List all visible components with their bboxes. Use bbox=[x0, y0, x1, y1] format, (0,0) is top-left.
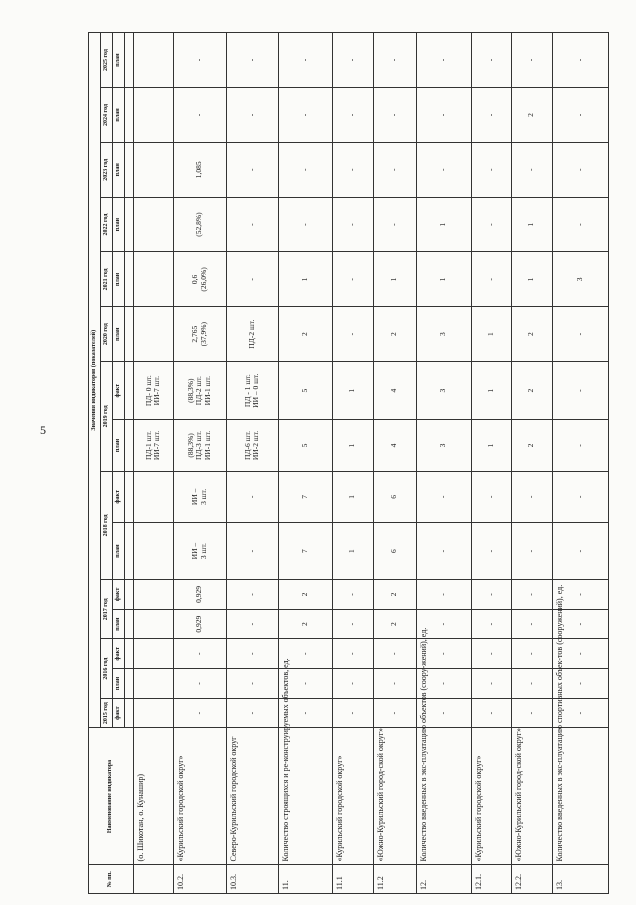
header-spacer-cell bbox=[124, 609, 133, 639]
value-cell: - bbox=[278, 639, 332, 669]
value-cell: - bbox=[552, 471, 608, 522]
value-cell: - bbox=[511, 669, 552, 699]
value-cell: - bbox=[511, 523, 552, 580]
value-cell: - bbox=[332, 307, 373, 362]
value-cell: - bbox=[226, 252, 278, 307]
indicator-name: «Южно-Курильский город-ской округ» bbox=[373, 728, 416, 865]
value-cell: - bbox=[173, 88, 226, 143]
value-cell: - bbox=[226, 33, 278, 88]
value-cell: 4 bbox=[373, 362, 416, 420]
indicator-name: «Южно-Курильский город-ской округ» bbox=[511, 728, 552, 865]
value-cell: - bbox=[416, 523, 471, 580]
value-cell: - bbox=[278, 698, 332, 728]
value-cell: - bbox=[511, 609, 552, 639]
value-cell: - bbox=[416, 669, 471, 699]
value-cell: - bbox=[278, 669, 332, 699]
row-number: 11.1 bbox=[332, 865, 373, 894]
row-number: 12.2. bbox=[511, 865, 552, 894]
value-cell: - bbox=[173, 639, 226, 669]
header-year: 2023 год bbox=[100, 142, 112, 197]
header-year: 2018 год bbox=[100, 471, 112, 579]
header-year: 2025 год bbox=[100, 33, 112, 88]
header-spacer-cell bbox=[124, 420, 133, 471]
indicator-name: «Курильский городской округ» bbox=[173, 728, 226, 865]
value-cell: 6 bbox=[373, 523, 416, 580]
value-cell: 5 bbox=[278, 420, 332, 471]
value-cell: (88,3%) ПД-2 шт. ИИ-1 шт. bbox=[173, 362, 226, 420]
header-year: 2022 год bbox=[100, 197, 112, 252]
header-num: № пп. bbox=[89, 865, 134, 894]
indicator-table bbox=[88, 32, 609, 894]
value-cell: - bbox=[332, 88, 373, 143]
value-cell: 2 bbox=[373, 580, 416, 610]
row-number: 11. bbox=[278, 865, 332, 894]
value-cell: (52,8%) bbox=[173, 197, 226, 252]
indicator-name: «Курильский городской округ» bbox=[471, 728, 511, 865]
header-spacer-cell bbox=[124, 307, 133, 362]
value-cell: - bbox=[552, 420, 608, 471]
value-cell: 1 bbox=[416, 197, 471, 252]
value-cell: - bbox=[332, 197, 373, 252]
value-cell: - bbox=[373, 142, 416, 197]
value-cell: 4 bbox=[373, 420, 416, 471]
value-cell bbox=[133, 580, 173, 610]
value-cell bbox=[133, 523, 173, 580]
value-cell: - bbox=[471, 471, 511, 522]
value-cell: - bbox=[373, 33, 416, 88]
value-cell: - bbox=[226, 639, 278, 669]
table-row bbox=[332, 33, 373, 894]
value-cell: - bbox=[416, 471, 471, 522]
value-cell: - bbox=[332, 142, 373, 197]
value-cell: - bbox=[471, 142, 511, 197]
value-cell: - bbox=[173, 669, 226, 699]
value-cell: - bbox=[226, 580, 278, 610]
header-spacer-cell bbox=[124, 252, 133, 307]
value-cell: - bbox=[552, 698, 608, 728]
header-subcolumn: факт bbox=[112, 639, 124, 669]
table-row bbox=[226, 33, 278, 894]
value-cell: - bbox=[226, 523, 278, 580]
value-cell bbox=[133, 88, 173, 143]
value-cell: - bbox=[416, 33, 471, 88]
value-cell bbox=[133, 471, 173, 522]
row-number bbox=[133, 865, 173, 894]
rotated-table-container bbox=[88, 32, 603, 894]
value-cell: 1 bbox=[373, 252, 416, 307]
table-row bbox=[278, 33, 332, 894]
value-cell: 1 bbox=[332, 471, 373, 522]
value-cell: - bbox=[471, 580, 511, 610]
value-cell: - bbox=[511, 142, 552, 197]
value-cell: - bbox=[552, 609, 608, 639]
value-cell: ИИ – 3 шт. bbox=[173, 471, 226, 522]
header-year: 2017 год bbox=[100, 580, 112, 639]
header-subcolumn: план bbox=[112, 197, 124, 252]
value-cell: - bbox=[226, 197, 278, 252]
header-subcolumn: план bbox=[112, 33, 124, 88]
row-number: 11.2 bbox=[373, 865, 416, 894]
value-cell: - bbox=[332, 609, 373, 639]
header-name: Наименование индикатора bbox=[89, 728, 134, 865]
value-cell: - bbox=[173, 33, 226, 88]
value-cell: - bbox=[552, 88, 608, 143]
header-subcolumn: план bbox=[112, 609, 124, 639]
header-subcolumn: план bbox=[112, 420, 124, 471]
value-cell: 1 bbox=[278, 252, 332, 307]
value-cell bbox=[133, 609, 173, 639]
value-cell bbox=[133, 33, 173, 88]
value-cell: ИИ – 3 шт. bbox=[173, 523, 226, 580]
row-number: 13. bbox=[552, 865, 608, 894]
value-cell: 1 bbox=[471, 307, 511, 362]
indicator-name: Количество введенных в экс-плуатацию объектов (соору-жений), ед. bbox=[416, 728, 471, 865]
header-subcolumn: план bbox=[112, 88, 124, 143]
value-cell: - bbox=[278, 197, 332, 252]
value-cell: - bbox=[471, 698, 511, 728]
row-number: 10.3. bbox=[226, 865, 278, 894]
value-cell bbox=[133, 252, 173, 307]
header-spacer-cell bbox=[124, 580, 133, 610]
header-subcolumn: план bbox=[112, 307, 124, 362]
header-year: 2021 год bbox=[100, 252, 112, 307]
value-cell: - bbox=[416, 639, 471, 669]
value-cell: 5 bbox=[278, 362, 332, 420]
value-cell: 2 bbox=[511, 88, 552, 143]
value-cell bbox=[133, 142, 173, 197]
header-spacer-cell bbox=[124, 669, 133, 699]
value-cell: - bbox=[373, 88, 416, 143]
value-cell: - bbox=[278, 33, 332, 88]
value-cell: - bbox=[416, 698, 471, 728]
value-cell: - bbox=[511, 580, 552, 610]
value-cell: 2 bbox=[278, 580, 332, 610]
value-cell: - bbox=[226, 669, 278, 699]
value-cell bbox=[133, 197, 173, 252]
value-cell: 1 bbox=[511, 197, 552, 252]
table-row bbox=[416, 33, 471, 894]
value-cell: - bbox=[332, 669, 373, 699]
value-cell: 2 bbox=[373, 609, 416, 639]
value-cell: - bbox=[332, 698, 373, 728]
value-cell: - bbox=[416, 609, 471, 639]
table-row bbox=[552, 33, 608, 894]
header-subcolumn: план bbox=[112, 252, 124, 307]
value-cell: - bbox=[552, 580, 608, 610]
value-cell: 0,6 (26,0%) bbox=[173, 252, 226, 307]
header-year: 2024 год bbox=[100, 88, 112, 143]
value-cell: - bbox=[373, 197, 416, 252]
value-cell bbox=[133, 639, 173, 669]
row-number: 10.2. bbox=[173, 865, 226, 894]
value-cell: - bbox=[471, 669, 511, 699]
header-subcolumn: план bbox=[112, 523, 124, 580]
value-cell: ПД-2 шт. bbox=[226, 307, 278, 362]
value-cell: 2 bbox=[511, 307, 552, 362]
row-number: 12. bbox=[416, 865, 471, 894]
indicator-name: «Курильский городской округ» bbox=[332, 728, 373, 865]
header-year: 2015 год bbox=[100, 698, 112, 728]
header-spacer-cell bbox=[124, 33, 133, 88]
value-cell: - bbox=[373, 698, 416, 728]
value-cell: - bbox=[173, 698, 226, 728]
table-row bbox=[173, 33, 226, 894]
value-cell: - bbox=[471, 88, 511, 143]
value-cell: - bbox=[552, 307, 608, 362]
value-cell bbox=[133, 698, 173, 728]
value-cell: - bbox=[416, 580, 471, 610]
header-subcolumn: план bbox=[112, 142, 124, 197]
table-row bbox=[511, 33, 552, 894]
value-cell: - bbox=[373, 669, 416, 699]
value-cell bbox=[133, 669, 173, 699]
value-cell: - bbox=[471, 523, 511, 580]
value-cell: 3 bbox=[416, 307, 471, 362]
value-cell: 1 bbox=[332, 523, 373, 580]
value-cell: - bbox=[332, 33, 373, 88]
header-spacer-cell bbox=[124, 142, 133, 197]
value-cell: - bbox=[226, 142, 278, 197]
value-cell: - bbox=[278, 88, 332, 143]
value-cell: - bbox=[278, 142, 332, 197]
value-cell: ПД- 0 шт. ИИ-7 шт. bbox=[133, 362, 173, 420]
value-cell: 3 bbox=[552, 252, 608, 307]
value-cell: ПД-1 шт. ИИ-7 шт. bbox=[133, 420, 173, 471]
value-cell: - bbox=[552, 197, 608, 252]
value-cell: 2,765 (37,9%) bbox=[173, 307, 226, 362]
indicator-name: Количество строящихся и ре-конструируемых объектов, ед. bbox=[278, 728, 332, 865]
value-cell: - bbox=[552, 142, 608, 197]
value-cell: 0,929 bbox=[173, 609, 226, 639]
value-cell: 7 bbox=[278, 523, 332, 580]
row-number: 12.1. bbox=[471, 865, 511, 894]
value-cell: - bbox=[332, 639, 373, 669]
header-year: 2020 год bbox=[100, 307, 112, 362]
value-cell: - bbox=[471, 252, 511, 307]
page-number: 5 bbox=[40, 423, 46, 437]
header-values-title: Значения индикаторов (показателей) bbox=[89, 33, 101, 728]
header-spacer-cell bbox=[124, 471, 133, 522]
value-cell: 0,929 bbox=[173, 580, 226, 610]
value-cell: - bbox=[373, 639, 416, 669]
value-cell: 2 bbox=[278, 307, 332, 362]
value-cell: - bbox=[471, 33, 511, 88]
value-cell: 1,085 bbox=[173, 142, 226, 197]
value-cell: - bbox=[226, 609, 278, 639]
header-year: 2019 год bbox=[100, 362, 112, 472]
header-subcolumn: факт bbox=[112, 580, 124, 610]
header-subcolumn: факт bbox=[112, 471, 124, 522]
value-cell: - bbox=[552, 33, 608, 88]
value-cell: - bbox=[552, 639, 608, 669]
value-cell: - bbox=[416, 88, 471, 143]
value-cell: - bbox=[552, 362, 608, 420]
indicator-name: Северо-Курильский городской округ bbox=[226, 728, 278, 865]
table-row bbox=[471, 33, 511, 894]
value-cell: ПД-6 шт. ИИ-2 шт. bbox=[226, 420, 278, 471]
value-cell: - bbox=[511, 639, 552, 669]
value-cell: 1 bbox=[332, 420, 373, 471]
value-cell: 1 bbox=[471, 362, 511, 420]
table-row bbox=[133, 33, 173, 894]
header-subcolumn: факт bbox=[112, 698, 124, 728]
value-cell: 2 bbox=[511, 362, 552, 420]
value-cell: - bbox=[511, 698, 552, 728]
value-cell: - bbox=[226, 88, 278, 143]
value-cell: - bbox=[226, 471, 278, 522]
value-cell: (88,3%) ПД-3 шт. ИИ-1 шт. bbox=[173, 420, 226, 471]
indicator-name: (о. Шикотан, о. Кунашир) bbox=[133, 728, 173, 865]
value-cell: 1 bbox=[416, 252, 471, 307]
value-cell: - bbox=[332, 252, 373, 307]
value-cell: 1 bbox=[511, 252, 552, 307]
value-cell: ПД - 1 шт. ИИ – 0 шт. bbox=[226, 362, 278, 420]
value-cell: - bbox=[471, 639, 511, 669]
value-cell: - bbox=[416, 142, 471, 197]
table-row bbox=[373, 33, 416, 894]
value-cell: - bbox=[552, 669, 608, 699]
header-spacer-cell bbox=[124, 197, 133, 252]
header-year: 2016 год bbox=[100, 639, 112, 698]
value-cell: - bbox=[511, 33, 552, 88]
value-cell: - bbox=[511, 471, 552, 522]
value-cell: - bbox=[332, 580, 373, 610]
value-cell: - bbox=[471, 197, 511, 252]
value-cell: - bbox=[552, 523, 608, 580]
header-spacer-cell bbox=[124, 362, 133, 420]
value-cell: 3 bbox=[416, 362, 471, 420]
header-spacer-cell bbox=[124, 523, 133, 580]
value-cell: - bbox=[226, 698, 278, 728]
header-spacer-cell bbox=[124, 88, 133, 143]
header-spacer-cell bbox=[124, 639, 133, 669]
header-subcolumn: план bbox=[112, 669, 124, 699]
value-cell: 3 bbox=[416, 420, 471, 471]
header-subcolumn: факт bbox=[112, 362, 124, 420]
value-cell: 1 bbox=[332, 362, 373, 420]
value-cell bbox=[133, 307, 173, 362]
value-cell: 7 bbox=[278, 471, 332, 522]
value-cell: 6 bbox=[373, 471, 416, 522]
value-cell: 2 bbox=[278, 609, 332, 639]
value-cell: 2 bbox=[373, 307, 416, 362]
value-cell: - bbox=[471, 609, 511, 639]
value-cell: 1 bbox=[471, 420, 511, 471]
indicator-name: Количество введенных в экс-плуатацию спортивных объек-тов (сооружений), ед. bbox=[552, 728, 608, 865]
header-spacer-cell bbox=[124, 698, 133, 728]
value-cell: 2 bbox=[511, 420, 552, 471]
